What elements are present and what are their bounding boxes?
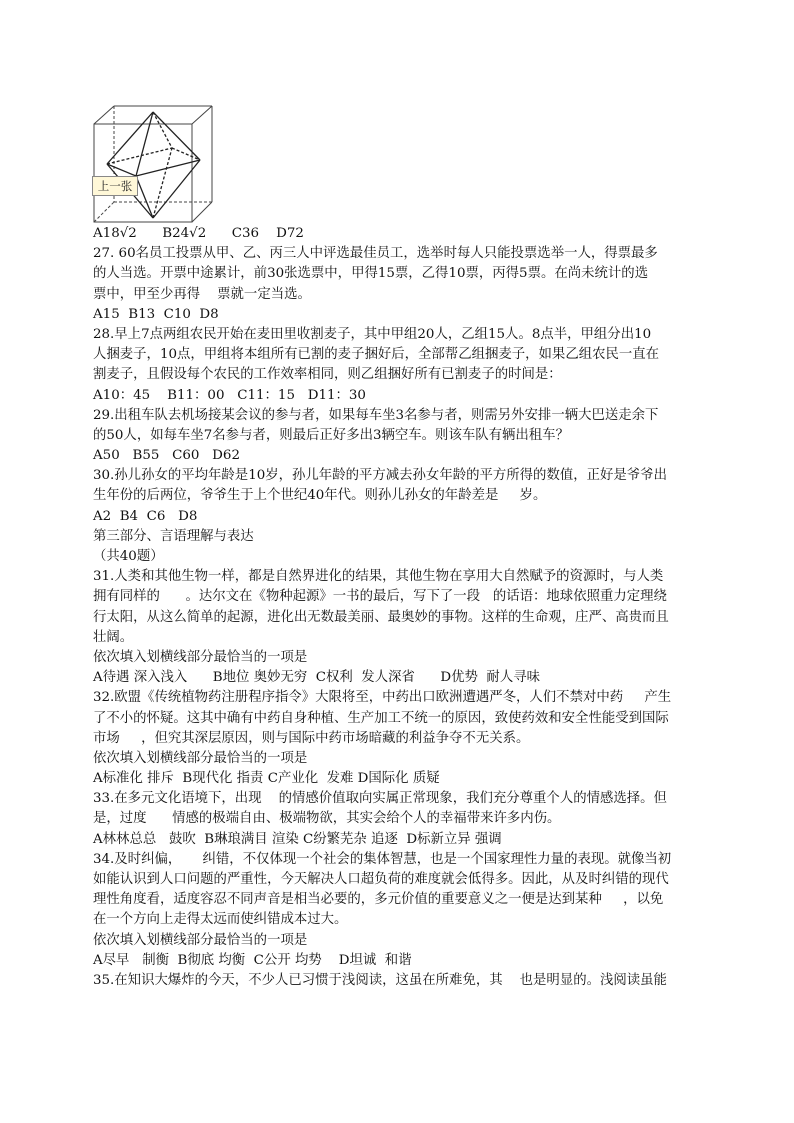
text-line: 如能认识到人口问题的严重性，今天解决人口超负荷的难度就会低得多。因此，从及时纠错的现代 bbox=[93, 872, 669, 887]
text-line: 31.人类和其他生物一样，都是自然界进化的结果，其他生物在享用大自然赋予的资源时，与人类 bbox=[93, 569, 664, 585]
text-line: 票中，甲至少再得 票就一定当选。 bbox=[93, 286, 311, 302]
text-line: A18√2 B24√2 C36 D72 bbox=[93, 226, 304, 241]
text-line: A待遇 深入浅入 B地位 奥妙无穷 C权利 发人深省 D优势 耐人寻味 bbox=[93, 670, 540, 686]
text-line: A50 B55 C60 D62 bbox=[93, 448, 240, 464]
text-line: 34.及时纠偏， 纠错，不仅体现一个社会的集体智慧，也是一个国家理性力量的表现。就像当初 bbox=[93, 851, 672, 867]
octahedron-in-cube-figure bbox=[92, 102, 216, 228]
text-line: 30.孙儿孙女的平均年龄是10岁，孙儿年龄的平方减去孙女年龄的平方所得的数值，正好是爷爷出 bbox=[93, 468, 667, 484]
text-line: A10：45 B11：00 C11：15 D11：30 bbox=[93, 387, 366, 403]
text-line: 35.在知识大爆炸的今天，不少人已习惯于浅阅读，这虽在所难免，其 也是明显的。浅阅读虽能 bbox=[93, 972, 667, 988]
cube-octahedron-drawing bbox=[92, 102, 216, 228]
text-line: 市场 ，但究其深层原因，则与国际中药市场暗藏的利益争夺不无关系。 bbox=[93, 730, 530, 746]
text-line: 行太阳，从这么简单的起源，进化出无数最美丽、最奥妙的事物。这样的生命观，庄严、高贵而且 bbox=[93, 609, 669, 625]
previous-image-button[interactable]: 上一张 bbox=[92, 176, 138, 196]
text-line: 依次填入划横线部分最恰当的一项是 bbox=[93, 932, 308, 948]
text-line: 27. 60名员工投票从甲、乙、丙三人中评选最佳员工，选举时每人只能投票选举一人，得票最多 bbox=[93, 246, 658, 262]
question-text-block bbox=[93, 224, 713, 991]
text-line: 拥有同样的 。达尔文在《物种起源》一书的最后，写下了一段 的话语：地球依照重力定理绕 bbox=[93, 589, 667, 605]
text-line: 是，过度 情感的极端自由、极端物欲，其实会给个人的幸福带来许多内伤。 bbox=[93, 811, 561, 827]
text-line: 生年份的后两位，爷爷生于上个世纪40年代。则孙儿孙女的年龄差是 岁。 bbox=[93, 488, 547, 504]
text-line: 29.出租车队去机场接某会议的参与者，如果每车坐3名参与者，则需另外安排一辆大巴送走余下 bbox=[93, 407, 659, 423]
text-line: 的人当选。开票中途累计，前30张选票中，甲得15票，乙得10票，丙得5票。在尚未统计的选 bbox=[93, 266, 649, 282]
text-line: 第三部分、言语理解与表达 bbox=[93, 528, 254, 544]
text-line: 32.欧盟《传统植物药注册程序指令》大限将至，中药出口欧洲遭遇严冬，人们不禁对中药 产生 bbox=[93, 690, 672, 706]
text-line: 依次填入划横线部分最恰当的一项是 bbox=[93, 750, 308, 766]
text-line: A标准化 排斥 B现代化 指责 C产业化 发难 D国际化 质疑 bbox=[93, 771, 440, 787]
text-line: 壮阔。 bbox=[93, 629, 134, 645]
text-line: 28.早上7点两组农民开始在麦田里收割麦子，其中甲组20人，乙组15人。8点半，甲组分出10 bbox=[93, 326, 652, 342]
text-line: 了不小的怀疑。这其中确有中药自身种植、生产加工不统一的原因，致使药效和安全性能受到国际 bbox=[93, 710, 669, 726]
text-line: A2 B4 C6 D8 bbox=[93, 508, 198, 524]
text-line: A尽早 制衡 B彻底 均衡 C公开 均势 D坦诚 和谐 bbox=[93, 952, 412, 968]
text-line: 割麦子，且假设每个农民的工作效率相同，则乙组捆好所有已割麦子的时间是： bbox=[93, 367, 562, 383]
text-line: 依次填入划横线部分最恰当的一项是 bbox=[93, 649, 308, 665]
text-line: 人捆麦子，10点，甲组将本组所有已割的麦子捆好后，全部帮乙组捆麦子，如果乙组农民一直在 bbox=[93, 347, 660, 363]
text-line: 的50人，如每车坐7名参与者，则最后正好多出3辆空车。则该车队有辆出租车？ bbox=[93, 427, 569, 443]
text-line: A林林总总 鼓吹 B琳琅满目 渲染 C纷繁芜杂 追逐 D标新立异 强调 bbox=[93, 831, 502, 847]
text-line: A15 B13 C10 D8 bbox=[93, 306, 219, 322]
text-line: 理性角度看，适度容忍不同声音是相当必要的，多元价值的重要意义之一便是达到某种 ，以免 bbox=[93, 892, 664, 908]
text-line: 在一个方向上走得太远而使纠错成本过大。 bbox=[93, 912, 348, 928]
text-line: （共40题） bbox=[93, 549, 164, 564]
text-line: 33.在多元文化语境下，出现 的情感价值取向实属正常现象，我们充分尊重个人的情感选择。但 bbox=[93, 791, 667, 807]
